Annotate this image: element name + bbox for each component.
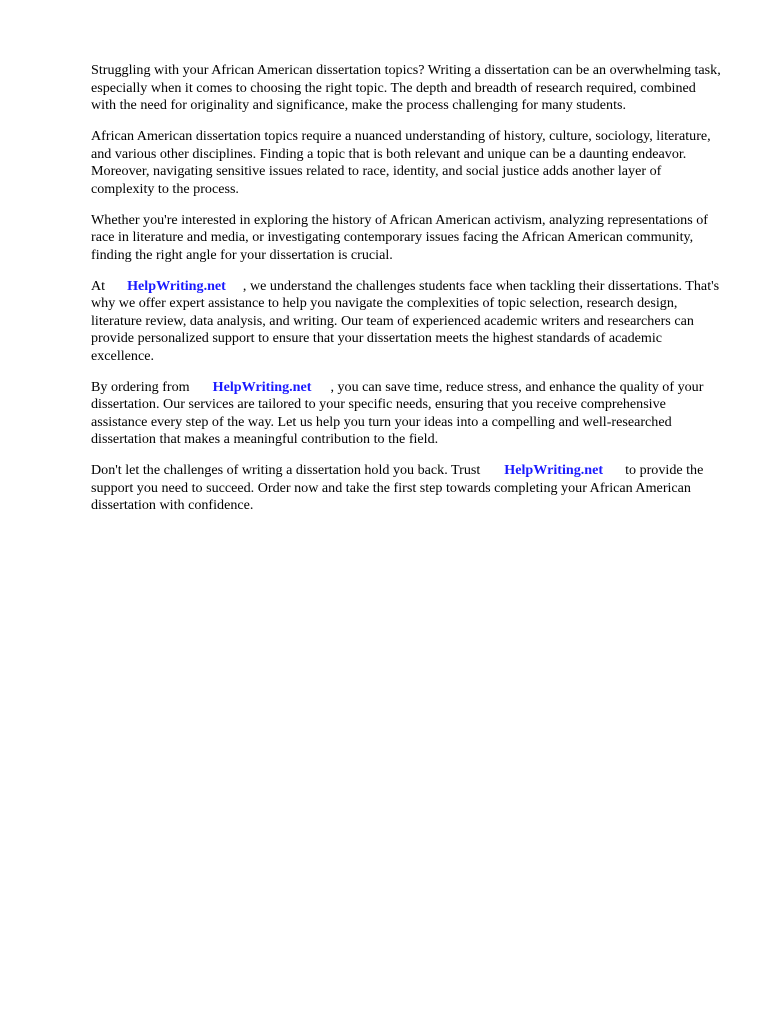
paragraph-text: By ordering from [91, 378, 190, 395]
paragraph-text: , we understand the challenges students face when tackling their dissertations. That's why we offer expert assistance to help you navigate the complexities of topic selection, research design, literature review, data analysis, and writing. Our team of experienced academic writers and researchers can provide personalized support to ensure that your dissertation meets the highest standards of academic excellence. [91, 277, 720, 364]
paragraph-text: At [91, 277, 106, 294]
paragraph-ordering [91, 379, 721, 449]
helpwriting-link[interactable]: HelpWriting.net [127, 277, 226, 294]
paragraph-call-to-action [91, 462, 721, 515]
paragraph-topics: African American dissertation topics require a nuanced understanding of history, culture, sociology, literature, and various other disciplines. Finding a topic that is both relevant and unique can be a daunting endeavor. Moreover, navigating sensitive issues related to race, identity, and social justice adds another layer of complexity to the process. [91, 128, 711, 197]
paragraph-text: Don't let the challenges of writing a dissertation hold you back. Trust [91, 462, 481, 478]
helpwriting-link[interactable]: HelpWriting.net [212, 378, 312, 395]
document-body [91, 62, 721, 528]
helpwriting-link[interactable]: HelpWriting.net [504, 462, 604, 478]
paragraph-interests: Whether you're interested in exploring the history of African American activism, analyzing representations of race in literature and media, or investigating contemporary issues facing the African American community, finding the right angle for your dissertation is crucial. [91, 211, 708, 263]
paragraph-intro: Struggling with your African American dissertation topics? Writing a dissertation can be an overwhelming task, especially when it comes to choosing the right topic. The depth and breadth of research required, combined with the need for originality and significance, make the process challenging for many students. [91, 62, 721, 113]
paragraph-text: to provide the support you need to succeed. Order now and take the first step towards completing your African American dissertation with confidence. [91, 462, 704, 513]
paragraph-text: , you can save time, reduce stress, and enhance the quality of your dissertation. Our services are tailored to your specific needs, ensuring that you receive comprehensive assistance every step of the way. Let us help you turn your ideas into a compelling and well-researched dissertation that makes a meaningful contribution to the field. [91, 378, 704, 447]
paragraph-about-service [91, 278, 721, 366]
